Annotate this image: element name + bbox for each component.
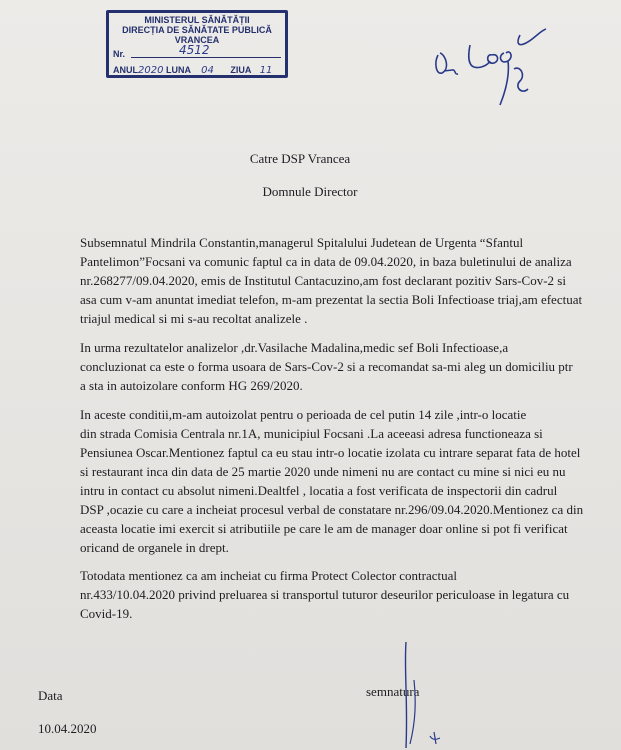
paragraph-line: DSP ,ocazie cu care a incheiat procesul verbal de constatare nr.296/09.04.2020.Mentionez ca din	[80, 502, 584, 517]
paragraph-line: triajul medical si mi s-au recoltat analizele .	[80, 311, 308, 326]
stamp-date-row	[113, 65, 272, 76]
paragraph-4	[80, 566, 569, 623]
stamp-luna-value: 04	[201, 65, 214, 76]
paragraph-line: Totodata mentionez ca am incheiat cu firma Protect Colector contractual	[80, 568, 458, 583]
paragraph-line: concluzionat ca este o forma usoara de Sars-Cov-2 si a recomandat sa-mi aleg un domiciliu ptr	[80, 359, 573, 374]
stamp-ziua-label: ZIUA	[230, 65, 252, 75]
stamp-luna-label: LUNA	[165, 65, 191, 75]
date-value: 10.04.2020	[38, 721, 97, 736]
signature-label: semnatura	[366, 684, 420, 699]
paragraph-line: Pensiunea Oscar.Mentionez faptul ca eu stau intr-o locatie izolata cu intrare separat fata de hotel	[80, 445, 581, 460]
paragraph-line: oricand de organele in drept.	[80, 540, 229, 555]
stamp-nr-line	[131, 57, 281, 58]
paragraph-line: Covid-19.	[80, 606, 133, 621]
paragraph-line: Pantelimon”Focsani va comunic faptul ca in data de 09.04.2020, in baza buletinului de analiza	[80, 254, 572, 269]
date-label: Data	[38, 688, 63, 703]
stamp-an-label: ANUL	[113, 65, 138, 75]
recipient-line: Catre DSP Vrancea	[249, 151, 351, 166]
handwritten-signature-top	[430, 25, 570, 120]
paragraph-line: intru in contact cu absolut nimeni.Dealtfel , locatia a fost verificata de inspectorii din cadrul	[80, 483, 558, 498]
stamp-nr-value: 4512	[179, 43, 210, 57]
registration-stamp	[106, 10, 288, 78]
paragraph-line: nr.268277/09.04.2020, emis de Institutul Cantacuzino,am fost declarant pozitiv Sars-Cov-2 si	[80, 273, 566, 288]
stamp-ministry: MINISTERUL SĂNĂTĂȚII	[144, 15, 250, 25]
paragraph-line: nr.433/10.04.2020 privind preluarea si transportul tuturor deseurilor periculoase in legatura cu	[80, 587, 570, 602]
salutation-line: Domnule Director	[262, 184, 358, 199]
paragraph-line: din strada Comisia Centrala nr.1A, municipiul Focsani .La aceeasi adresa functioneaza si	[80, 426, 543, 441]
paragraph-line: a sta in autoizolare conform HG 269/2020.	[80, 378, 303, 393]
stamp-directorate: DIRECȚIA DE SĂNĂTATE PUBLICĂ	[122, 25, 272, 35]
paragraph-2	[80, 338, 573, 395]
stamp-county: VRANCEA	[174, 35, 220, 45]
paragraph-line: In urma rezultatelor analizelor ,dr.Vasilache Madalina,medic sef Boli Infectioase,a	[80, 340, 509, 355]
paragraph-line: asa cum v-am anuntat imediat telefon, m-am prezentat la sectia Boli Infectioase triaj,am efectuat	[80, 292, 583, 307]
handwritten-signature-bottom	[370, 640, 460, 750]
stamp-ziua-value: 11	[259, 65, 273, 76]
paragraph-1	[80, 233, 582, 328]
stamp-an-value: 2020	[138, 65, 164, 76]
paragraph-3	[80, 405, 583, 557]
stamp-nr-label: Nr.	[113, 49, 126, 59]
paragraph-line: In aceste conditii,m-am autoizolat pentru o perioada de cel putin 14 zile ,intr-o locatie	[80, 407, 527, 422]
paragraph-line: aceasta locatie imi exercit si atributiile pe care le am de manager doar online si pot fi verificat	[80, 521, 568, 536]
paragraph-line: Subsemnatul Mindrila Constantin,managerul Spitalului Judetean de Urgenta “Sfantul	[80, 235, 524, 250]
paragraph-line: si restaurant inca din data de 25 martie 2020 unde nimeni nu are contact cu mine si nici eu nu	[80, 464, 566, 479]
